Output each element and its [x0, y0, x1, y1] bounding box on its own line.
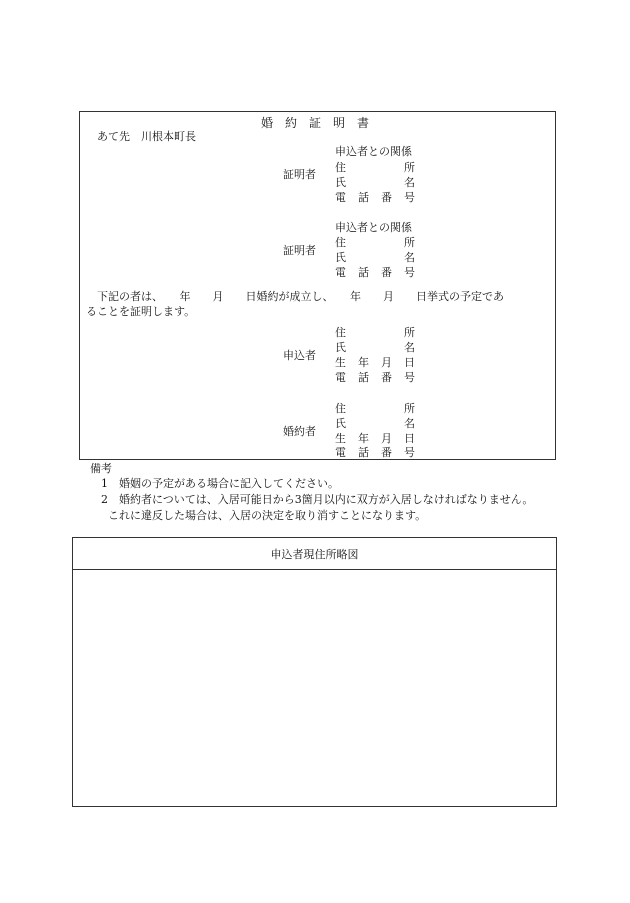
applicant-phone-label: 電 話 番 号	[335, 371, 415, 384]
note-item-1: 1 婚姻の予定がある場合に記入してください。	[101, 477, 339, 490]
fiance-address-label: 住 所	[335, 402, 415, 415]
notes-heading: 備考	[90, 462, 112, 475]
certifier-1-address-label: 住 所	[335, 161, 415, 174]
map-drawing-area[interactable]	[73, 570, 556, 806]
fiance-phone-label: 電 話 番 号	[335, 446, 415, 459]
certifier-2-label: 証明者	[283, 244, 316, 257]
statement-line-2: ることを証明します。	[86, 305, 196, 318]
addressee: あて先 川根本町長	[97, 130, 196, 143]
certifier-2-phone-label: 電 話 番 号	[335, 266, 415, 279]
certifier-2-name-label: 氏 名	[335, 251, 415, 264]
fiance-name-label: 氏 名	[335, 417, 415, 430]
map-title: 申込者現住所略図	[270, 548, 359, 561]
applicant-name-label: 氏 名	[335, 341, 415, 354]
certifier-1-relation: 申込者との関係	[335, 145, 412, 158]
map-box	[72, 537, 557, 807]
certifier-1-phone-label: 電 話 番 号	[335, 191, 415, 204]
certificate-title: 婚 約 証 明 書	[260, 116, 369, 130]
certificate-box	[79, 111, 556, 460]
statement-line-1: 下記の者は、 年 月 日婚約が成立し、 年 月 日挙式の予定であ	[97, 290, 504, 303]
applicant-address-label: 住 所	[335, 326, 415, 339]
applicant-label: 申込者	[283, 349, 316, 362]
note-item-2: 2 婚約者については、入居可能日から3箇月以内に双方が入居しなければなりません。	[101, 493, 534, 506]
note-item-2-continuation: これに違反した場合は、入居の決定を取り消すことになります。	[108, 509, 427, 522]
certifier-2-address-label: 住 所	[335, 236, 415, 249]
certifier-1-label: 証明者	[283, 168, 316, 181]
fiance-label: 婚約者	[283, 425, 316, 438]
fiance-birthdate-label: 生 年 月 日	[335, 432, 415, 445]
certifier-2-relation: 申込者との関係	[335, 221, 412, 234]
applicant-birthdate-label: 生 年 月 日	[335, 356, 415, 369]
certifier-1-name-label: 氏 名	[335, 176, 415, 189]
